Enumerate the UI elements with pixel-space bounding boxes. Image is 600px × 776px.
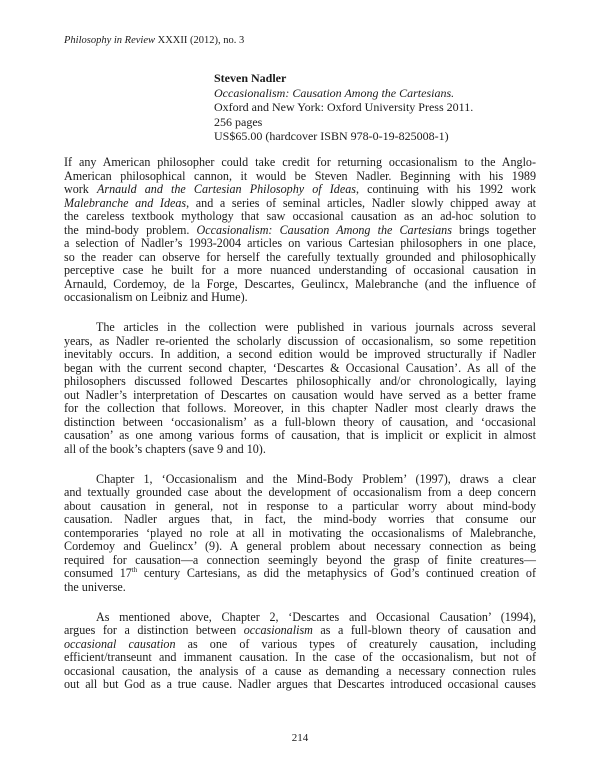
paragraph bbox=[64, 611, 536, 692]
italic-title: occasionalism bbox=[243, 623, 313, 637]
italic-title: Occasionalism: Causation Among the Cartesians bbox=[196, 222, 452, 237]
text-line bbox=[64, 651, 536, 665]
text-segment: occasional causation, the analysis of a cause as demanding a necessary connection rules bbox=[64, 663, 536, 678]
text-segment: as one of various types of creaturely causation, including bbox=[175, 636, 536, 651]
text-segment: brings together bbox=[451, 222, 537, 237]
text-line bbox=[64, 183, 536, 197]
text-line bbox=[64, 665, 536, 679]
text-segment: Arnauld, Cordemoy, de la Forge, Descartes, Geulincx, Malebranche (and the influence of bbox=[64, 276, 536, 291]
text-segment: the careless textbook mythology that saw occasional causation as an ad-hoc solution to bbox=[64, 209, 536, 223]
text-segment: contemporaries ‘played no role at all in motivating the occasionalisms of Malebranche, bbox=[64, 525, 536, 540]
text-segment: Chapter 1, ‘Occasionalism and the Mind-Body Problem’ (1997), draws a clear bbox=[96, 471, 536, 486]
text-segment: began with the current second chapter, ‘Descartes & Occasional Causation’. As all of the bbox=[64, 360, 536, 375]
text-line bbox=[64, 237, 536, 251]
text-segment: all of the book’s chapters (save 9 and 10). bbox=[64, 441, 266, 456]
text-line bbox=[64, 278, 536, 292]
text-line bbox=[64, 567, 536, 581]
text-line bbox=[64, 624, 536, 638]
text-line bbox=[64, 416, 536, 430]
book-citation bbox=[214, 71, 473, 144]
text-segment: about causation in general, not in response to a particular worry about mind-body bbox=[64, 498, 536, 513]
text-line bbox=[64, 335, 536, 349]
text-segment: efficient/transeunt and immanent causation. In the case of the occasionalism, but not of bbox=[64, 650, 536, 664]
text-segment: the universe. bbox=[64, 579, 126, 594]
text-segment: consumed 17 bbox=[64, 566, 132, 580]
text-line bbox=[64, 500, 536, 514]
journal-volume: XXXII (2012), no. 3 bbox=[154, 35, 245, 46]
text-segment: century Cartesians, as did the metaphysics of God’s continued creation of bbox=[137, 566, 536, 580]
text-line bbox=[64, 581, 536, 595]
text-line bbox=[64, 197, 536, 211]
text-segment: As mentioned above, Chapter 2, ‘Descartes and Occasional Causation’ (1994), bbox=[96, 609, 536, 624]
review-body bbox=[64, 156, 536, 708]
citation-pages: 256 pages bbox=[214, 114, 263, 129]
citation-price: US$65.00 (hardcover ISBN 978-0-19-825008-1) bbox=[214, 129, 449, 143]
italic-title: Arnauld and the Cartesian Philosophy of Ideas bbox=[96, 182, 356, 196]
text-line bbox=[64, 540, 536, 554]
citation-author: Steven Nadler bbox=[214, 71, 287, 85]
text-line bbox=[64, 210, 536, 224]
text-segment: , and a series of seminal articles, Nadler slowly chipped away at bbox=[186, 195, 536, 210]
text-line bbox=[64, 348, 536, 362]
text-line bbox=[64, 170, 536, 184]
text-segment: philosophers discussed followed Descartes philosophically and/or chronologically, laying bbox=[64, 374, 536, 388]
paragraph bbox=[64, 156, 536, 305]
text-line bbox=[64, 473, 536, 487]
text-segment: perceptive case he built for a more nuanced understanding of occasional causation in bbox=[64, 263, 536, 277]
text-line bbox=[64, 156, 536, 170]
text-line bbox=[64, 611, 536, 625]
text-segment: The articles in the collection were published in various journals across several bbox=[96, 320, 536, 334]
text-line bbox=[64, 443, 536, 457]
text-segment: out all but God as a true cause. Nadler argues that Descartes introduced occasional causes bbox=[64, 677, 536, 691]
running-header bbox=[64, 35, 244, 46]
italic-title: occasional causation bbox=[64, 636, 176, 651]
text-segment: causation’ as one among various forms of causation, that is implicit or explicit in almost bbox=[64, 428, 536, 442]
text-line bbox=[64, 638, 536, 652]
text-segment: as a full-blown theory of causation and bbox=[312, 623, 536, 637]
citation-publisher: Oxford and New York: Oxford University Press 2011. bbox=[214, 100, 474, 114]
text-segment: years, as Nadler re-oriented the scholarly discussion of occasionalism, so some repetition bbox=[64, 333, 536, 348]
text-segment: and textually grounded case about the development of occasionalism from a deep concern bbox=[64, 485, 536, 499]
text-line bbox=[64, 291, 536, 305]
text-line bbox=[64, 513, 536, 527]
paragraph bbox=[64, 473, 536, 595]
text-line bbox=[64, 554, 536, 568]
page-number: 214 bbox=[291, 732, 309, 744]
italic-title: Malebranche and Ideas bbox=[64, 195, 187, 210]
text-line bbox=[64, 429, 536, 443]
text-segment: If any American philosopher could take credit for returning occasionalism to the Anglo- bbox=[64, 155, 536, 169]
text-segment: a selection of Nadler’s 1993-2004 articles on various Cartesian philosophers in one place, bbox=[64, 236, 536, 250]
text-segment: inevitably occurs. In addition, a second edition would be improved structurally if Nadler bbox=[64, 347, 536, 361]
text-line bbox=[64, 389, 536, 403]
text-line bbox=[64, 321, 536, 335]
text-segment: required for causation—a connection seemingly beyond the grasp of finite creatures— bbox=[64, 552, 536, 567]
text-line bbox=[64, 264, 536, 278]
text-segment: causation. Nadler argues that, in fact, the mind-body worries that consume our bbox=[64, 512, 536, 526]
journal-name: Philosophy in Review bbox=[64, 35, 155, 46]
text-line bbox=[64, 251, 536, 265]
superscript: th bbox=[131, 566, 138, 574]
text-line bbox=[64, 362, 536, 376]
text-segment: out Nadler’s interpretation of Descartes on causation would have served as a better frame bbox=[64, 387, 536, 402]
text-line bbox=[64, 486, 536, 500]
text-line bbox=[64, 678, 536, 692]
text-segment: argues for a distinction between bbox=[64, 623, 244, 637]
paragraph bbox=[64, 321, 536, 456]
text-segment: , continuing with his 1992 work bbox=[355, 182, 536, 196]
text-segment: the mind-body problem. bbox=[64, 222, 197, 237]
text-segment: distinction between ‘occasionalism’ as a full-blown theory of causation, and ‘occasional bbox=[64, 414, 536, 429]
text-segment: American philosophical cannon, it would be Steven Nadler. Beginning with his 1989 bbox=[64, 168, 536, 183]
citation-title: Occasionalism: Causation Among the Cartesians. bbox=[214, 85, 455, 100]
text-segment: for the collection that follows. Moreover, in this chapter Nadler most clearly draws the bbox=[64, 401, 536, 415]
text-segment: occasionalism on Leibniz and Hume). bbox=[64, 290, 248, 304]
text-line bbox=[64, 402, 536, 416]
text-segment: Cordemoy and Guelincx’ (9). A general problem about necessary connection as being bbox=[64, 539, 536, 553]
text-line bbox=[64, 224, 536, 238]
text-line bbox=[64, 527, 536, 541]
text-line bbox=[64, 375, 536, 389]
text-segment: so the reader can observe for herself the carefully textually grounded and philosophically bbox=[64, 249, 536, 264]
text-segment: work bbox=[64, 182, 97, 196]
